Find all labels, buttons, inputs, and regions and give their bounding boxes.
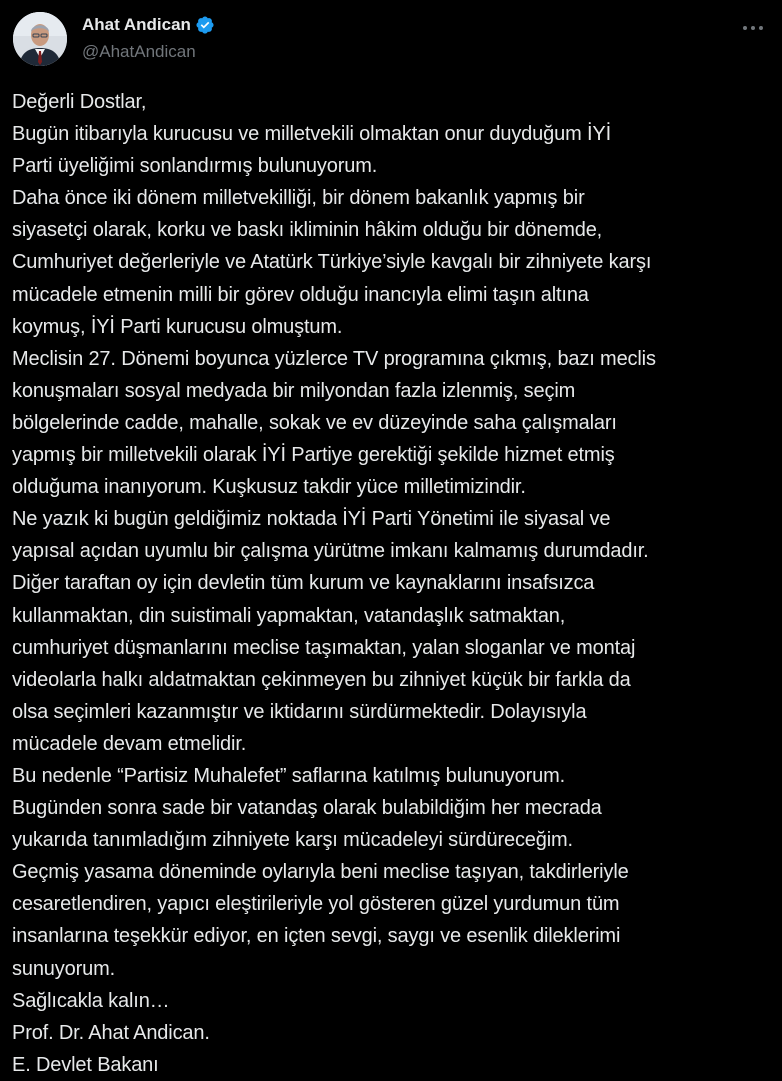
tweet-text-line: konuşmaları sosyal medyada bir milyondan fazla izlenmiş, seçim [12, 379, 576, 402]
tweet-text-line: Bugünden sonra sade bir vatandaş olarak bulabildiğim her mecrada [12, 797, 602, 820]
tweet-text-line: koymuş, İYİ Parti kurucusu olmuştum. [12, 315, 343, 338]
tweet-text-line: Geçmiş yasama döneminde oylarıyla beni meclise taşıyan, takdirleriyle [12, 861, 629, 884]
tweet-text-line: yapmış bir milletvekili olarak İYİ Partiye gerektiği şekilde hizmet etmiş [12, 444, 615, 467]
tweet-text-line: E. Devlet Bakanı [12, 1053, 159, 1076]
tweet-text-line: mücadele etmenin milli bir görev olduğu inancıyla elimi taşın altına [12, 283, 589, 306]
tweet-text-line: siyasetçi olarak, korku ve baskı ikliminin hâkim olduğu bir dönemde, [12, 219, 603, 242]
tweet-text-line: cesaretlendiren, yapıcı eleştirileriyle yol gösteren güzel yurdumun tüm [12, 893, 620, 916]
tweet-text-line: Meclisin 27. Dönemi boyunca yüzlerce TV programına çıkmış, bazı meclis [12, 347, 656, 370]
tweet-text-line: yukarıda tanımladığım zihniyete karşı mücadeleyi sürdüreceğim. [12, 829, 573, 852]
tweet-text-line: mücadele devam etmelidir. [12, 732, 247, 755]
avatar[interactable] [13, 12, 67, 66]
avatar-photo-icon [13, 12, 67, 66]
tweet-text-line: sunuyorum. [12, 957, 115, 980]
tweet-text-line: cumhuriyet düşmanlarını meclise taşımaktan, yalan sloganlar ve montaj [12, 636, 636, 659]
tweet-text [12, 86, 776, 1081]
tweet-text-line: Ne yazık ki bugün geldiğimiz noktada İYİ Parti Yönetimi ile siyasal ve [12, 508, 611, 531]
tweet-text-line: yapısal açıdan uyumlu bir çalışma yürütme imkanı kalmamış durumdadır. [12, 540, 649, 563]
tweet-text-line: Sağlıcakla kalın… [12, 989, 170, 1012]
tweet-text-line: videolarla halkı aldatmaktan çekinmeyen bu zihniyet küçük bir farkla da [12, 668, 631, 691]
verified-badge-icon[interactable] [195, 15, 215, 35]
author-name-row [82, 13, 215, 37]
tweet-text-line: olsa seçimleri kazanmıştır ve iktidarını sürdürmektedir. Dolayısıyla [12, 700, 587, 723]
more-options-icon[interactable] [738, 16, 768, 40]
author-handle[interactable]: @AhatAndican [82, 42, 196, 61]
tweet-text-line: Bu nedenle “Partisiz Muhalefet” saflarına katılmış bulunuyorum. [12, 764, 566, 787]
tweet-text-line: Bugün itibarıyla kurucusu ve milletvekili olmaktan onur duyduğum İYİ [12, 123, 611, 146]
tweet-text-line: Cumhuriyet değerleriyle ve Atatürk Türkiye’siyle kavgalı bir zihniyete karşı [12, 251, 652, 274]
author-name[interactable]: Ahat Andican [82, 15, 191, 34]
tweet-text-line: insanlarına teşekkür ediyor, en içten sevgi, saygı ve esenlik dileklerimi [12, 925, 621, 948]
tweet-header [0, 0, 782, 80]
tweet-text-line: bölgelerinde cadde, mahalle, sokak ve ev düzeyinde saha çalışmaları [12, 411, 617, 434]
tweet-text-line: Prof. Dr. Ahat Andican. [12, 1021, 210, 1044]
tweet-text-line: Daha önce iki dönem milletvekilliği, bir dönem bakanlık yapmış bir [12, 187, 585, 210]
tweet-text-line: Parti üyeliğimi sonlandırmış bulunuyorum. [12, 155, 378, 178]
tweet-text-line: Değerli Dostlar, [12, 91, 147, 113]
tweet-text-line: olduğuma inanıyorum. Kuşkusuz takdir yüce milletimizindir. [12, 476, 526, 499]
tweet-text-line: kullanmaktan, din suistimali yapmaktan, vatandaşlık satmaktan, [12, 604, 566, 627]
tweet-text-line: Diğer taraftan oy için devletin tüm kurum ve kaynaklarını insafsızca [12, 572, 595, 595]
